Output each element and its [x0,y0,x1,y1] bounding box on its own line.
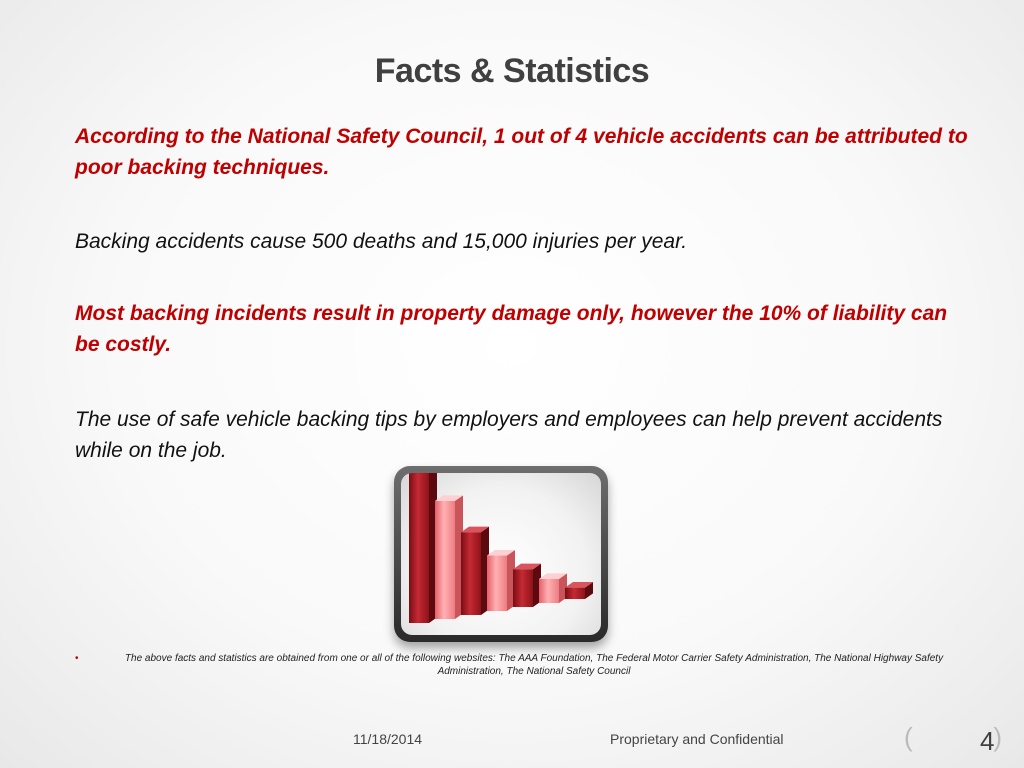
fact-property-damage: Most backing incidents result in property damage only, however the 10% of liability can be costly. [75,302,948,356]
footnote-bullet: • [75,653,79,664]
fact-national-safety-council: According to the National Safety Council, 1 out of 4 vehicle accidents can be attributed to poor backing techniques. [75,125,968,179]
chart-bar [513,564,541,607]
fact-safe-backing-tips: The use of safe vehicle backing tips by employers and employees can help prevent accidents while on the job. [75,408,943,462]
fact-deaths-injuries: Backing accidents cause 500 deaths and 15,000 injuries per year. [75,230,688,253]
footer-date: 11/18/2014 [353,731,423,747]
chart-bar [435,495,463,619]
bar-chart-image-inner [401,473,601,635]
source-footnote [75,652,965,678]
chart-bar [565,582,593,599]
bar-chart-image [394,466,608,642]
declining-bar-chart-icon [401,473,601,635]
chart-bar [461,527,489,615]
right-bracket-icon: ) [993,722,1002,752]
chart-bar [487,550,515,611]
footnote-text: The above facts and statistics are obtained from one or all of the following websites: The AAA Foundation, The Federal Motor Carrier Safety Administration, The National Highway Safety Administration, The National Safety Council [124,653,944,677]
footer-confidential: Proprietary and Confidential [610,731,784,747]
chart-bar [409,473,437,623]
left-bracket-icon: ( [904,722,913,752]
slide-title: Facts & Statistics [374,52,650,90]
chart-bar [539,573,567,603]
page-number: 4 [980,726,995,756]
